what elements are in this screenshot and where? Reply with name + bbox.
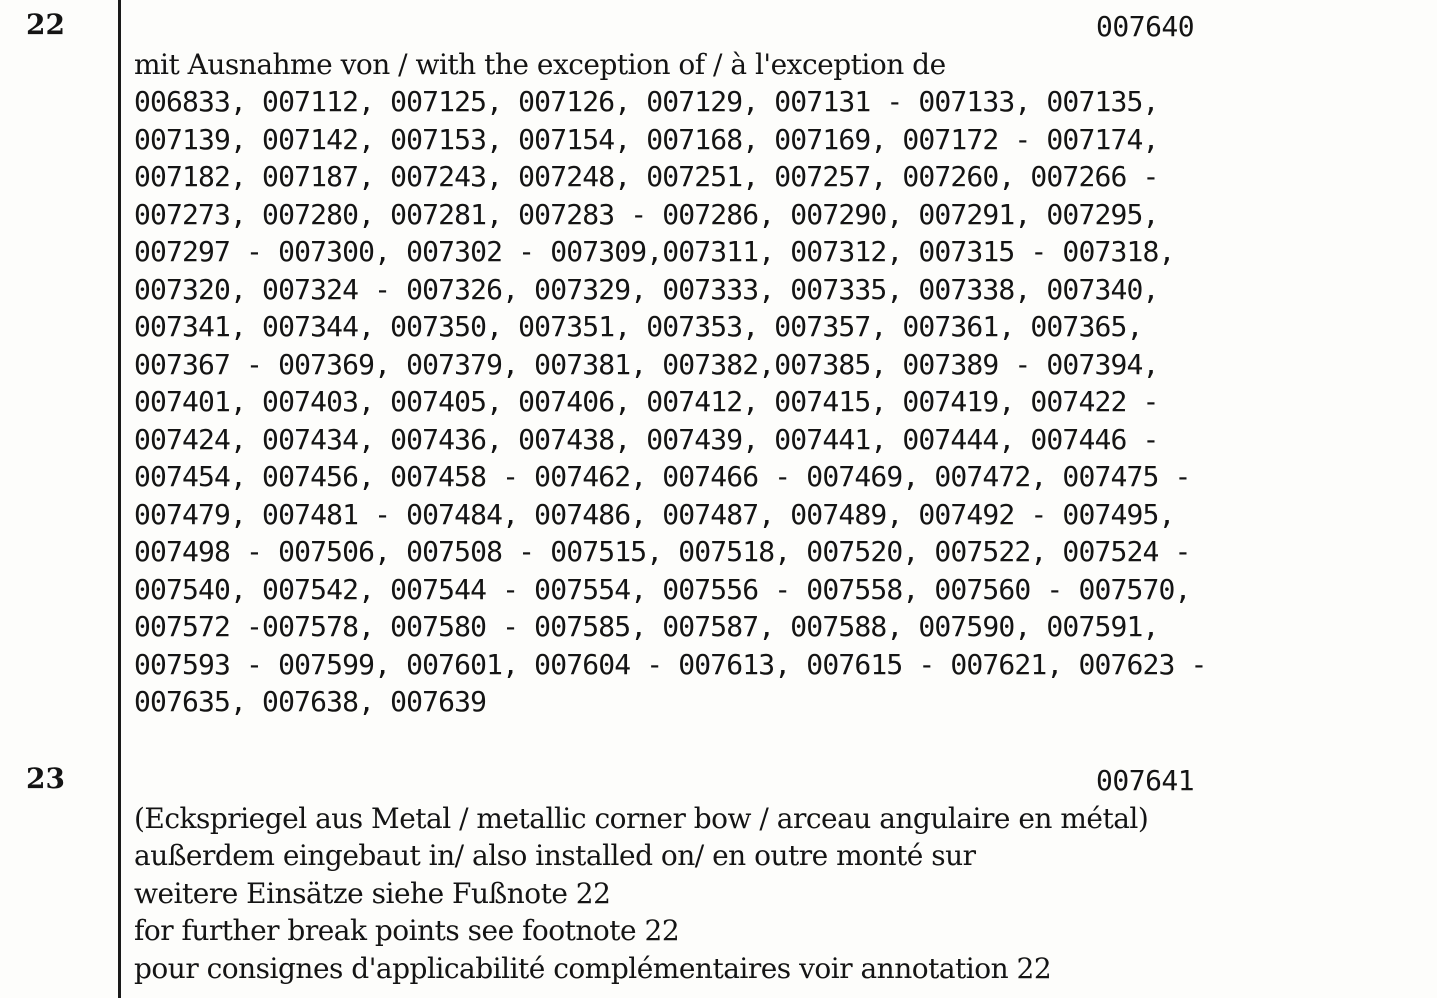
footnote-22-exception-label: mit Ausnahme von / with the exception of / à l'exception de [134,47,946,81]
chassis-list-line: 007593 - 007599, 007601, 007604 - 007613, 007615 - 007621, 007623 - [134,647,1207,681]
footnote-22-header [134,8,1429,46]
chassis-list-line: 007139, 007142, 007153, 007154, 007168, 007169, 007172 - 007174, [134,122,1159,156]
chassis-list-line: 007341, 007344, 007350, 007351, 007353, 007357, 007361, 007365, [134,310,1143,343]
footnote-23-line: for further break points see footnote 22 [134,914,680,947]
footnote-23-header [134,762,1429,800]
column-divider [118,0,121,998]
chassis-list-line: 007572 -007578, 007580 - 007585, 007587, 007588, 007590, 007591, [134,610,1159,643]
footnote-22 [134,8,1429,721]
chassis-list-line: 006833, 007112, 007125, 007126, 007129, 007131 - 007133, 007135, [134,85,1159,118]
chassis-list-line: 007297 - 007300, 007302 - 007309,007311, 007312, 007315 - 007318, [134,235,1175,268]
chassis-list-line: 007273, 007280, 007281, 007283 - 007286, 007290, 007291, 007295, [134,197,1159,231]
footnote-22-chassis-number: 007640 [1096,10,1195,43]
footnote-23-line: pour consignes d'applicabilité complémentaires voir annotation 22 [134,951,1052,985]
footnote-number-22: 22 [26,8,65,41]
chassis-list-line: 007424, 007434, 007436, 007438, 007439, 007441, 007444, 007446 - [134,422,1159,456]
footnote-23-line: weitere Einsätze siehe Fußnote 22 [134,876,611,910]
chassis-list-line: 007479, 007481 - 007484, 007486, 007487, 007489, 007492 - 007495, [134,497,1175,531]
footnote-number-23: 23 [26,762,65,795]
footnote-23-chassis-number: 007641 [1096,764,1195,797]
chassis-list-line: 007498 - 007506, 007508 - 007515, 007518, 007520, 007522, 007524 - [134,535,1191,568]
chassis-list-line: 007635, 007638, 007639 [134,685,487,718]
footnote-23-line: außerdem eingebaut in/ also installed on/ en outre monté sur [134,839,976,872]
footnote-23 [134,762,1429,987]
chassis-list-line: 007401, 007403, 007405, 007406, 007412, 007415, 007419, 007422 - [134,385,1159,418]
chassis-list-line: 007320, 007324 - 007326, 007329, 007333, 007335, 007338, 007340, [134,272,1159,306]
chassis-list-line: 007540, 007542, 007544 - 007554, 007556 - 007558, 007560 - 007570, [134,572,1191,606]
chassis-list-line: 007182, 007187, 007243, 007248, 007251, 007257, 007260, 007266 - [134,160,1159,193]
footnote-23-line: (Eckspriegel aus Metal / metallic corner bow / arceau angulaire en métal) [134,801,1149,835]
chassis-list-line: 007454, 007456, 007458 - 007462, 007466 - 007469, 007472, 007475 - [134,460,1191,493]
chassis-list-line: 007367 - 007369, 007379, 007381, 007382,007385, 007389 - 007394, [134,347,1159,381]
